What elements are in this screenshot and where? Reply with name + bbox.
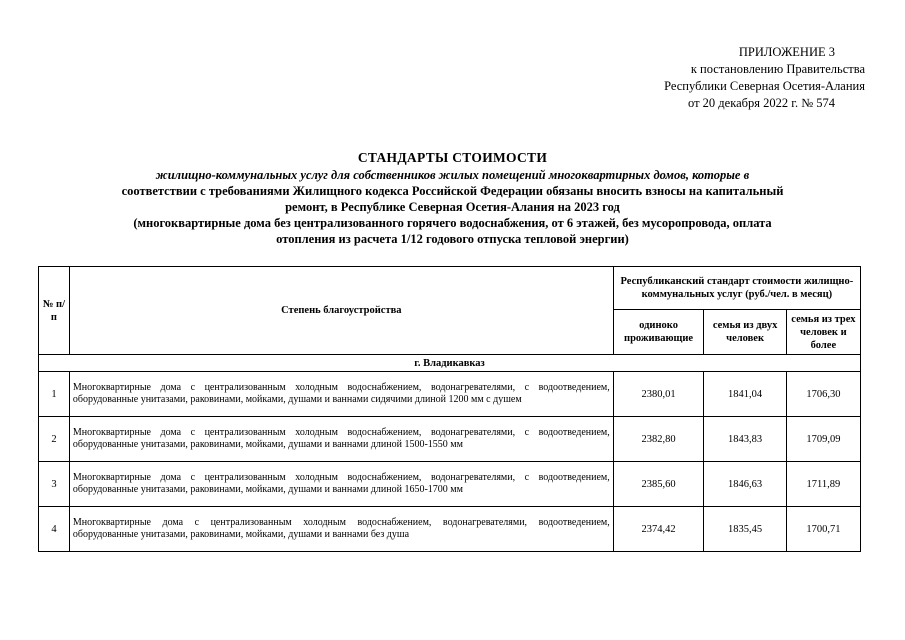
appendix-title: ПРИЛОЖЕНИЕ 3 (738, 45, 835, 59)
row-description: Многоквартирные дома с централизованным холодным водоснабжением, водонагревателями, с водоотведением, оборудованные унитазами, раковинами, мойками, душами и ваннами сидячими длиной 1200 мм с душем (69, 372, 613, 417)
document-heading (30, 150, 875, 247)
row-description: Многоквартирные дома с централизованным холодным водоснабжением, водонагревателями, водоотведением, оборудованные унитазами, раковинами, мойками, душами и ваннами без душа (69, 507, 613, 552)
row-value-three-plus: 1706,30 (786, 372, 860, 417)
row-number: 1 (39, 372, 70, 417)
row-value-three-plus: 1709,09 (786, 417, 860, 462)
table-row (39, 462, 861, 507)
appendix-line-2: Республики Северная Осетия-Алания (664, 79, 865, 93)
row-value-single: 2380,01 (613, 372, 704, 417)
heading-line-2: соответствии с требованиями Жилищного кодекса Российской Федерации обязаны вносить взносы на капитальный (121, 184, 784, 198)
row-description: Многоквартирные дома с централизованным холодным водоснабжением, водонагревателями, с водоотведением, оборудованные унитазами, раковинами, мойками, душами и ваннами длиной 1650-1700 мм (69, 462, 613, 507)
heading-line-5: отопления из расчета 1/12 годового отпуска тепловой энергии) (276, 232, 629, 246)
standards-table (38, 266, 861, 552)
row-value-single: 2382,80 (613, 417, 704, 462)
table-row (39, 372, 861, 417)
row-number: 2 (39, 417, 70, 462)
row-value-single: 2374,42 (613, 507, 704, 552)
heading-main: СТАНДАРТЫ СТОИМОСТИ (357, 150, 548, 165)
row-value-two: 1846,63 (704, 462, 786, 507)
header-number: № п/п (39, 267, 70, 355)
header-two-persons: семья из двух человек (704, 310, 786, 355)
appendix-line-3: от 20 декабря 2022 г. № 574 (687, 96, 835, 110)
row-value-two: 1841,04 (704, 372, 786, 417)
row-value-two: 1843,83 (704, 417, 786, 462)
table-row (39, 507, 861, 552)
row-value-two: 1835,45 (704, 507, 786, 552)
header-three-plus: семья из трех человек и более (786, 310, 860, 355)
heading-italic-line: жилищно-коммунальных услуг для собственников жилых помещений многоквартирных домов, которые в (155, 168, 750, 182)
header-standard-group: Республиканский стандарт стоимости жилищно-коммунальных услуг (руб./чел. в месяц) (613, 267, 860, 310)
row-value-three-plus: 1711,89 (786, 462, 860, 507)
row-number: 4 (39, 507, 70, 552)
row-value-single: 2385,60 (613, 462, 704, 507)
header-single: одиноко проживающие (613, 310, 704, 355)
row-description: Многоквартирные дома с централизованным холодным водоснабжением, водонагревателями, с водоотведением, оборудованные унитазами, раковинами, мойками, душами и ваннами длиной 1500-1550 мм (69, 417, 613, 462)
heading-line-3: ремонт, в Республике Северная Осетия-Алания на 2023 год (285, 200, 620, 214)
row-value-three-plus: 1700,71 (786, 507, 860, 552)
header-description: Степень благоустройства (69, 267, 613, 355)
row-number: 3 (39, 462, 70, 507)
city-row: г. Владикавказ (39, 355, 861, 372)
heading-line-4: (многоквартирные дома без централизованного горячего водоснабжения, от 6 этажей, без мусоропровода, оплата (133, 216, 772, 230)
table-row (39, 417, 861, 462)
appendix-block (664, 44, 865, 112)
appendix-line-1: к постановлению Правительства (690, 62, 865, 76)
